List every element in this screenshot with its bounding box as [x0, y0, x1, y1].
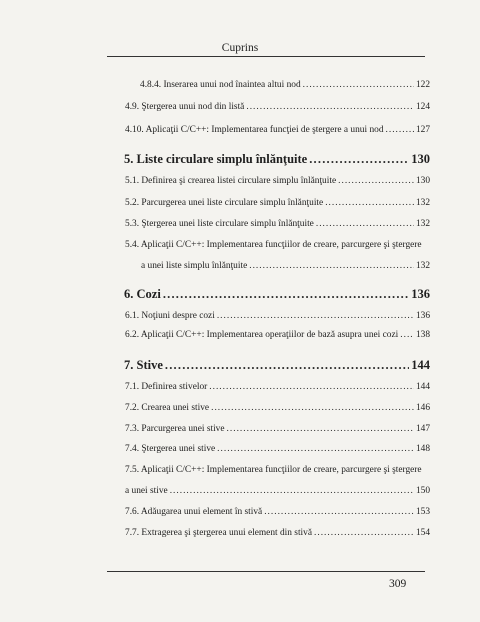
toc-entry-title: 7.2. Crearea unei stive — [125, 403, 210, 413]
dot-leader — [163, 287, 409, 301]
toc-entry-title: 5.4. Aplicaţii C/C++: Implementarea funcţiilor de creare, parcurgere şi ştergere — [125, 240, 422, 250]
toc-entry-page: 127 — [415, 125, 430, 135]
toc-entry-page: 146 — [415, 403, 430, 413]
dot-leader — [211, 402, 414, 414]
dot-leader — [209, 381, 414, 393]
dot-leader — [165, 358, 409, 372]
dot-leader — [325, 197, 414, 209]
toc-entry-title: a unei liste simplu înlănţuite — [141, 261, 248, 271]
dot-leader — [217, 310, 414, 322]
toc-entry-page: 122 — [415, 80, 430, 90]
toc-entry — [125, 527, 430, 539]
toc-entry-page: 150 — [415, 486, 430, 496]
dot-leader — [309, 152, 409, 166]
dot-leader — [338, 175, 414, 187]
toc-entry-page: 132 — [415, 261, 430, 271]
toc-entry-title: 7.3. Parcurgerea unei stive — [125, 424, 225, 434]
toc-chapter — [124, 358, 430, 372]
dot-leader — [386, 124, 414, 136]
toc-entry — [125, 329, 430, 341]
toc-entry-page: 136 — [415, 311, 430, 321]
toc-entry — [140, 79, 430, 91]
dot-leader — [316, 218, 414, 230]
dot-leader — [400, 329, 414, 341]
toc-entry-page: 147 — [415, 424, 430, 434]
dot-leader — [227, 423, 414, 435]
toc-entry — [125, 101, 430, 113]
toc-entry — [125, 423, 430, 435]
header-rule — [107, 56, 425, 57]
chapter-title: 6. Cozi — [124, 287, 161, 301]
toc-entry-title: 4.8.4. Inserarea unui nod înaintea altui nod — [140, 80, 301, 90]
toc-entry-title: 7.4. Ştergerea unei stive — [125, 444, 216, 454]
chapter-title: 7. Stive — [124, 358, 163, 372]
dot-leader — [246, 101, 414, 113]
toc-entry-page: 144 — [415, 382, 430, 392]
dot-leader — [303, 79, 414, 91]
toc-entry-page: 153 — [415, 507, 430, 517]
chapter-page: 144 — [411, 358, 430, 372]
toc-entry-title: 4.9. Ştergerea unui nod din listă — [125, 102, 245, 112]
toc-entry — [125, 506, 430, 518]
chapter-page: 136 — [411, 287, 430, 301]
dot-leader — [314, 527, 414, 539]
toc-entry-page: 154 — [415, 528, 430, 538]
toc-entry-title: 6.1. Noţiuni despre cozi — [125, 311, 215, 321]
toc-entry-page: 148 — [415, 444, 430, 454]
toc-entry-page: 124 — [415, 102, 430, 112]
toc-chapter — [124, 152, 430, 166]
page-header-title: Cuprins — [221, 42, 259, 54]
chapter-title: 5. Liste circulare simplu înlănţuite — [124, 152, 308, 166]
toc-entry — [125, 402, 430, 414]
dot-leader — [170, 485, 414, 497]
toc-entry — [125, 381, 430, 393]
toc-entry-title: 5.2. Parcurgerea unei liste circulare simplu înlănţuite — [125, 198, 324, 208]
toc-entry — [141, 260, 430, 272]
toc-entry — [125, 197, 430, 209]
toc-entry-page: 132 — [415, 198, 430, 208]
footer-rule — [107, 571, 425, 572]
toc-entry-title: 7.7. Extragerea şi ştergerea unui element din stivă — [125, 528, 313, 538]
toc-entry — [125, 124, 430, 136]
toc-entry-title: 6.2. Aplicaţii C/C++: Implementarea operaţiilor de bază asupra unei cozi — [125, 330, 399, 340]
toc-entry-title: 5.1. Definirea şi crearea listei circulare simplu înlănţuite — [125, 176, 337, 186]
toc-entry-title: a unei stive — [125, 486, 168, 496]
dot-leader — [264, 506, 414, 518]
toc-entry-title: 5.3. Ştergerea unei liste circulare simplu înlănţuite — [125, 219, 314, 229]
toc-entry — [125, 485, 430, 497]
toc-entry — [125, 443, 430, 455]
toc-entry — [125, 218, 430, 230]
toc-entry-page: 132 — [415, 219, 430, 229]
toc-entry — [125, 175, 430, 187]
toc-entry-page: 138 — [415, 330, 430, 340]
dot-leader — [249, 260, 414, 272]
toc-entry-page: 130 — [415, 176, 430, 186]
dot-leader — [217, 443, 414, 455]
toc-entry-title: 7.6. Adăugarea unui element în stivă — [125, 507, 263, 517]
page-number: 309 — [389, 578, 407, 590]
toc-entry — [125, 310, 430, 322]
toc-entry-title: 7.5. Aplicaţii C/C++: Implementarea funcţiilor de creare, parcurgere şi ştergere — [125, 465, 422, 475]
chapter-page: 130 — [411, 152, 430, 166]
toc-chapter — [124, 287, 430, 301]
toc-entry-title: 4.10. Aplicaţii C/C++: Implementarea funcţiei de ştergere a unui nod — [125, 125, 384, 135]
toc-entry-title: 7.1. Definirea stivelor — [125, 382, 208, 392]
